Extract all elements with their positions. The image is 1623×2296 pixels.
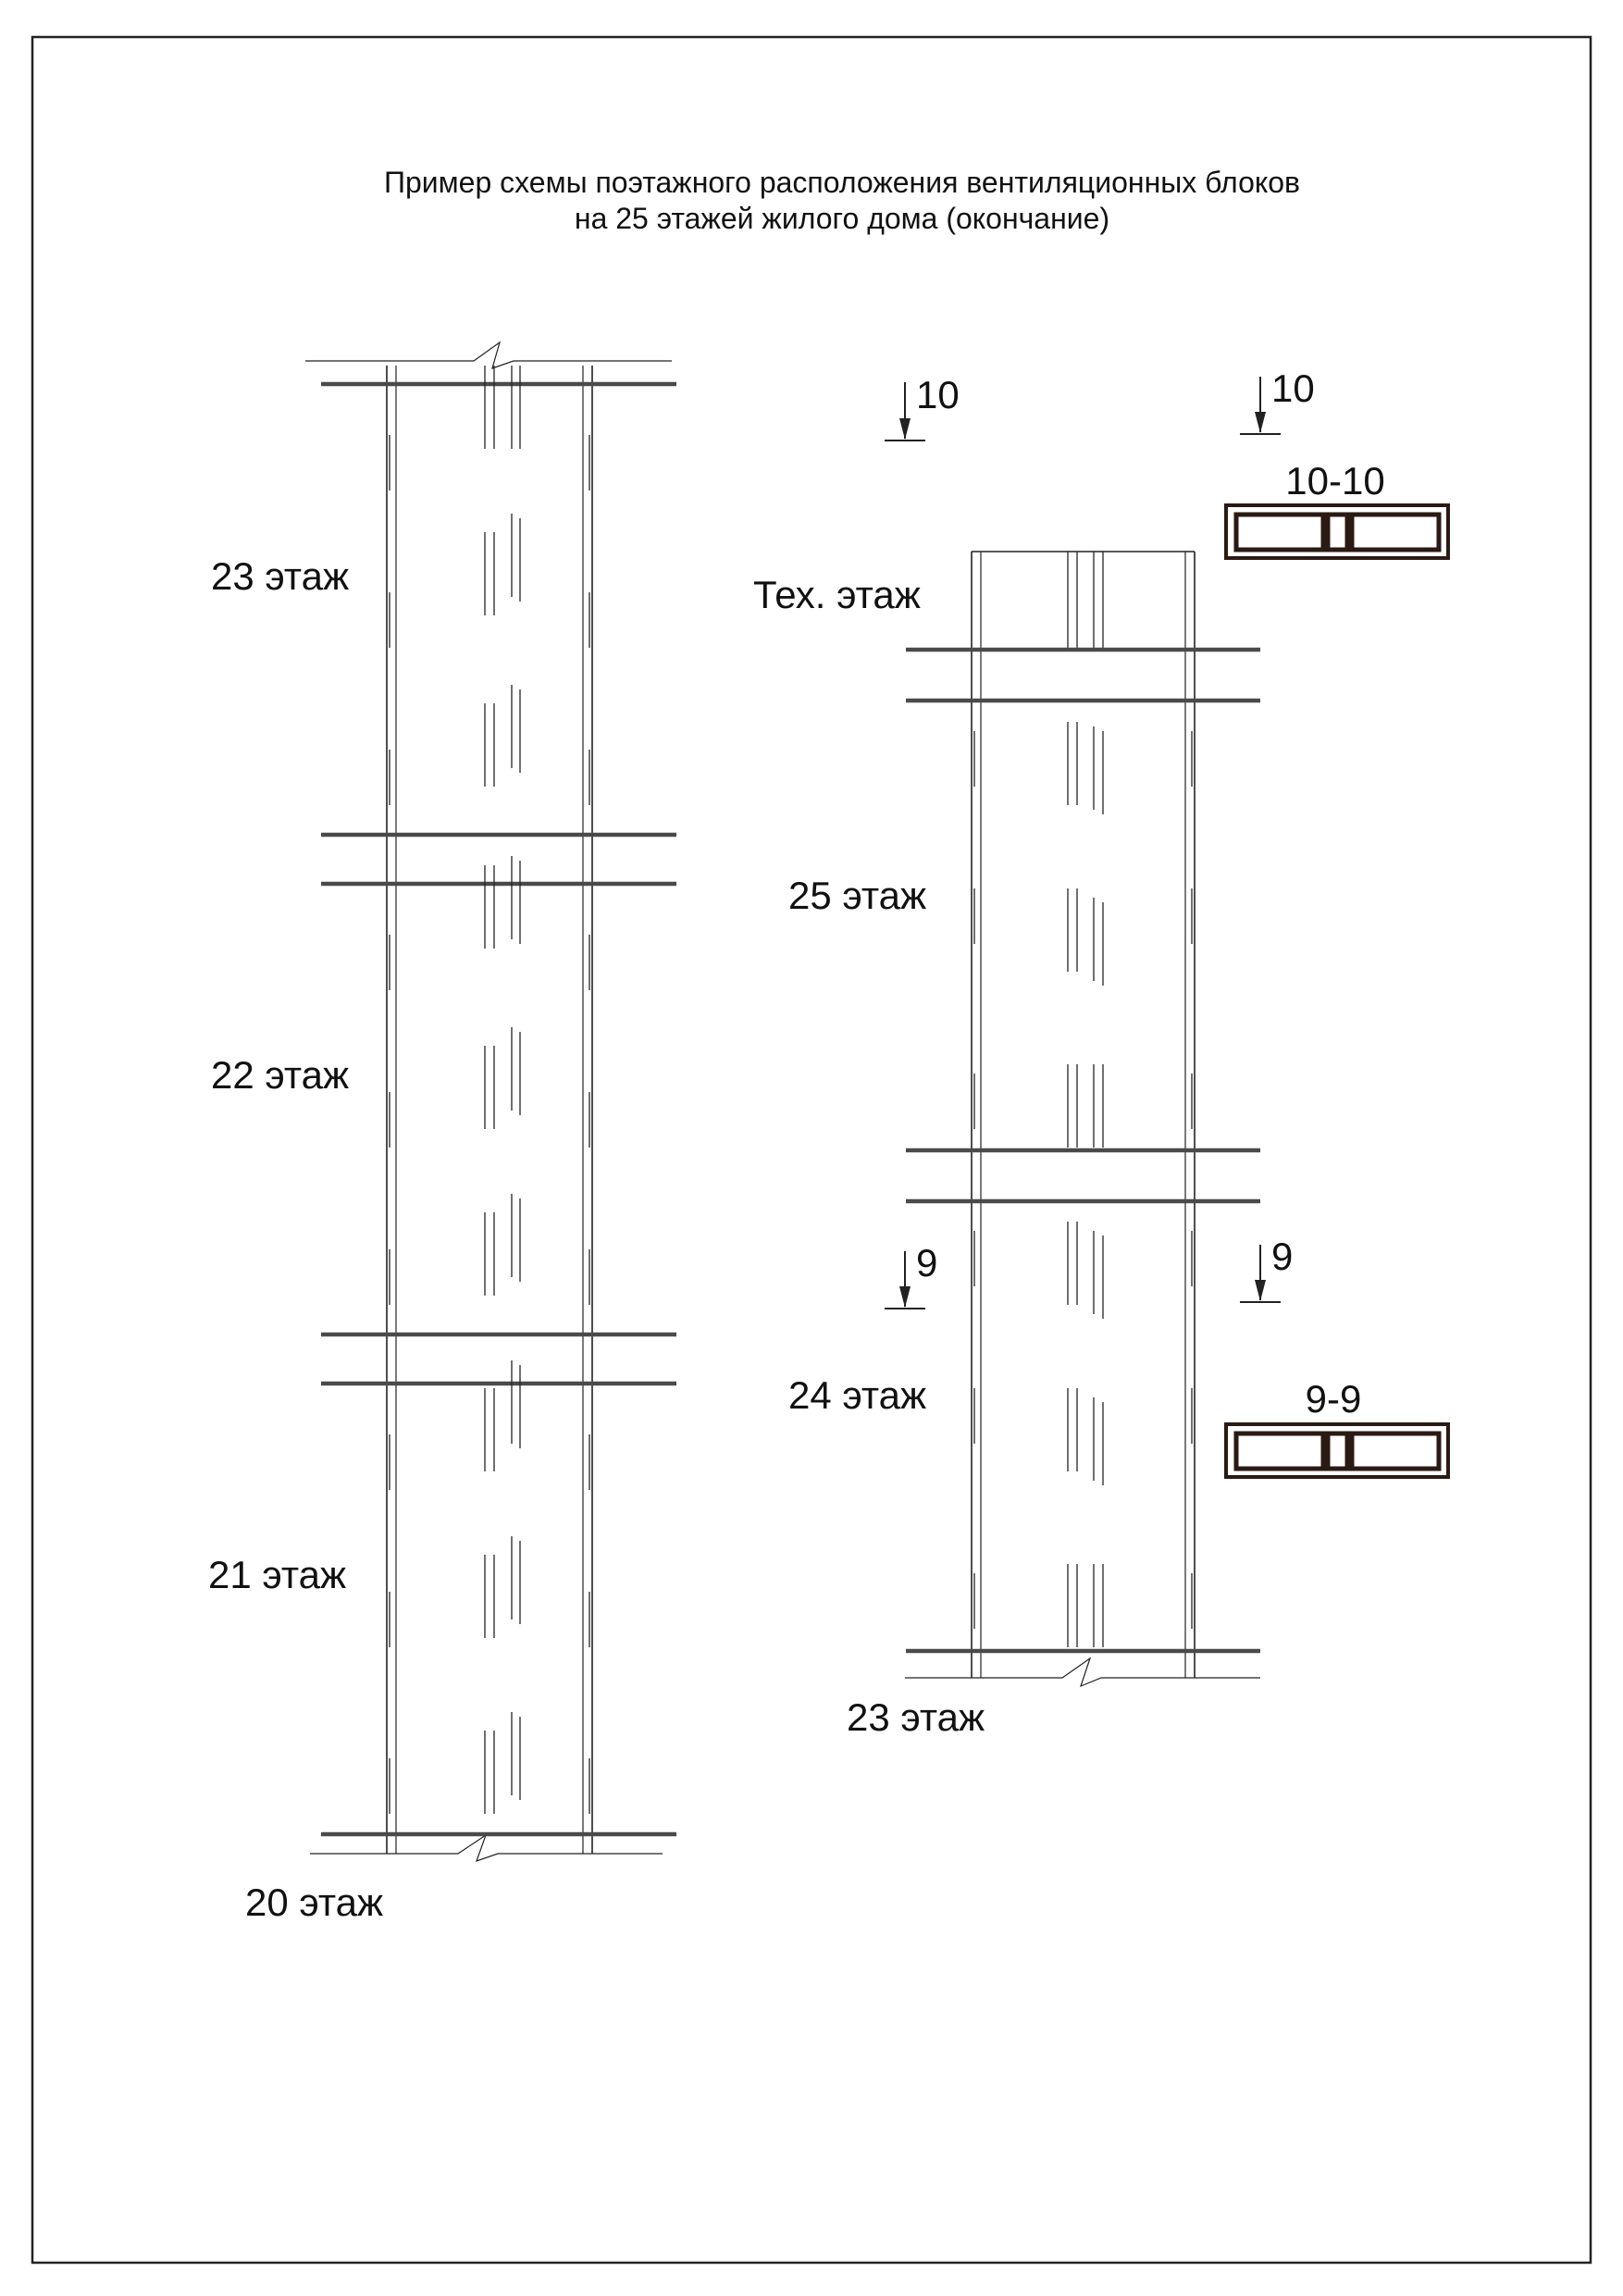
cut-mark-10-right (1240, 366, 1315, 434)
cut-mark-9-right (1240, 1235, 1293, 1302)
floor-label-21-left: 21 этаж (208, 1553, 347, 1596)
cut-mark-9-right-label: 9 (1271, 1235, 1294, 1278)
floor-label-25: 25 этаж (788, 874, 927, 917)
cut-mark-10-left (885, 373, 960, 441)
title-line-2: на 25 этажей жилого дома (окончание) (574, 202, 1110, 235)
left-riser (208, 342, 676, 1924)
cut-mark-9-left-label: 9 (916, 1241, 938, 1285)
floor-label-24: 24 этаж (788, 1373, 927, 1417)
floor-label-22-left: 22 этаж (211, 1053, 350, 1097)
break-line-bottom-right (905, 1658, 1260, 1686)
floor-label-tech: Тех. этаж (753, 573, 921, 616)
break-line-top (305, 342, 672, 368)
channels-right (974, 722, 1192, 1647)
cut-mark-9-left (885, 1241, 937, 1309)
channels-left (390, 366, 589, 1814)
section-10-10-label: 10-10 (1285, 459, 1385, 503)
section-9-9 (1226, 1377, 1448, 1477)
floor-label-23-right: 23 этаж (847, 1695, 985, 1739)
title-line-1: Пример схемы поэтажного расположения вентиляционных блоков (383, 166, 1301, 199)
cut-mark-10-right-label: 10 (1271, 366, 1315, 410)
slabs-right (906, 650, 1260, 1651)
cut-mark-10-left-label: 10 (916, 373, 960, 416)
sheet-frame (32, 37, 1591, 2263)
section-10-10 (1226, 459, 1448, 558)
right-riser (753, 366, 1448, 1739)
break-line-bottom (310, 1835, 663, 1861)
slabs-left (321, 384, 676, 1834)
floor-label-20-left: 20 этаж (245, 1880, 384, 1924)
floor-label-23-left: 23 этаж (211, 554, 350, 598)
section-9-9-label: 9-9 (1305, 1377, 1362, 1421)
